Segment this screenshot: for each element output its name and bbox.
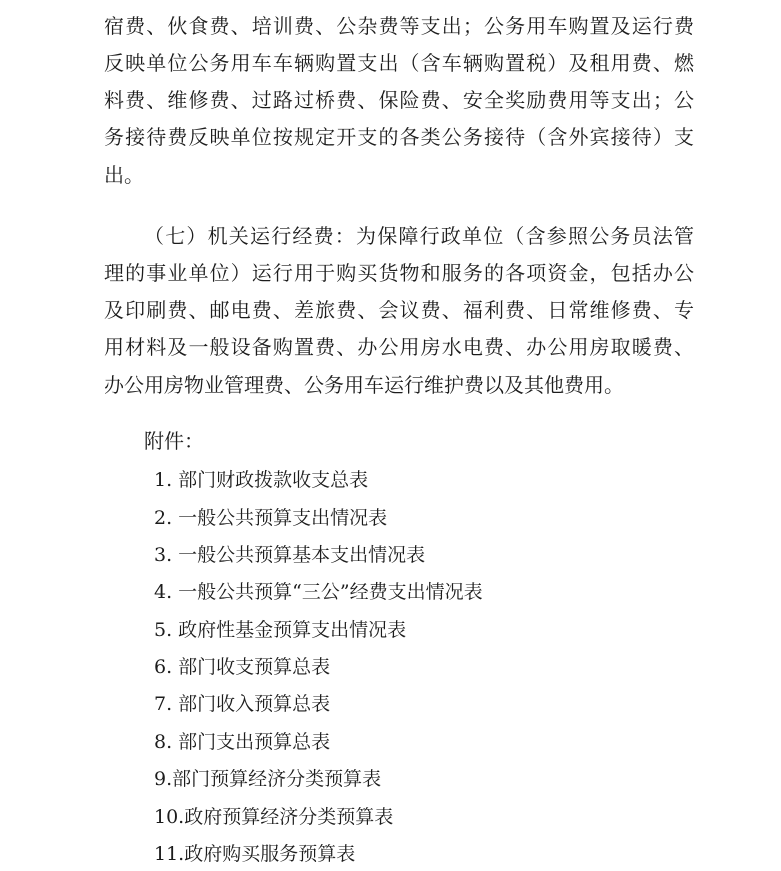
paragraph1-line-5: 出。 — [104, 163, 144, 187]
paragraph1-line-2: 反映单位公务用车车辆购置支出（含车辆购置税）及租用费、燃 — [104, 51, 694, 75]
attachment-item-1: 1. 部门财政拨款收支总表 — [154, 469, 369, 491]
attachment-item-3: 3. 一般公共预算基本支出情况表 — [154, 544, 426, 566]
paragraph2-line-5: 办公用房物业管理费、公务用车运行维护费以及其他费用。 — [104, 373, 624, 397]
attachments-heading: 附件： — [144, 429, 204, 453]
paragraph2-line-4: 用材料及一般设备购置费、办公用房水电费、办公用房取暖费、 — [104, 335, 694, 359]
paragraph1-line-1: 宿费、伙食费、培训费、公杂费等支出；公务用车购置及运行费 — [104, 14, 694, 38]
paragraph2-line-3: 及印刷费、邮电费、差旅费、会议费、福利费、日常维修费、专 — [104, 298, 694, 322]
attachment-item-4: 4. 一般公共预算“三公”经费支出情况表 — [154, 581, 483, 603]
paragraph2-line-1: （七）机关运行经费：为保障行政单位（含参照公务员法管 — [144, 224, 694, 248]
attachment-item-7: 7. 部门收入预算总表 — [154, 693, 331, 715]
attachment-item-8: 8. 部门支出预算总表 — [154, 731, 331, 753]
paragraph1-line-3: 料费、维修费、过路过桥费、保险费、安全奖励费用等支出；公 — [104, 88, 694, 112]
paragraph1-line-4: 务接待费反映单位按规定开支的各类公务接待（含外宾接待）支 — [104, 125, 694, 149]
paragraph2-line-2: 理的事业单位）运行用于购买货物和服务的各项资金，包括办公 — [104, 261, 694, 285]
attachment-item-2: 2. 一般公共预算支出情况表 — [154, 507, 388, 529]
attachment-item-5: 5. 政府性基金预算支出情况表 — [154, 619, 407, 641]
attachment-item-9: 9.部门预算经济分类预算表 — [154, 768, 382, 790]
attachment-item-6: 6. 部门收支预算总表 — [154, 656, 331, 678]
attachment-item-10: 10.政府预算经济分类预算表 — [154, 806, 394, 828]
attachment-item-11: 11.政府购买服务预算表 — [154, 843, 356, 865]
